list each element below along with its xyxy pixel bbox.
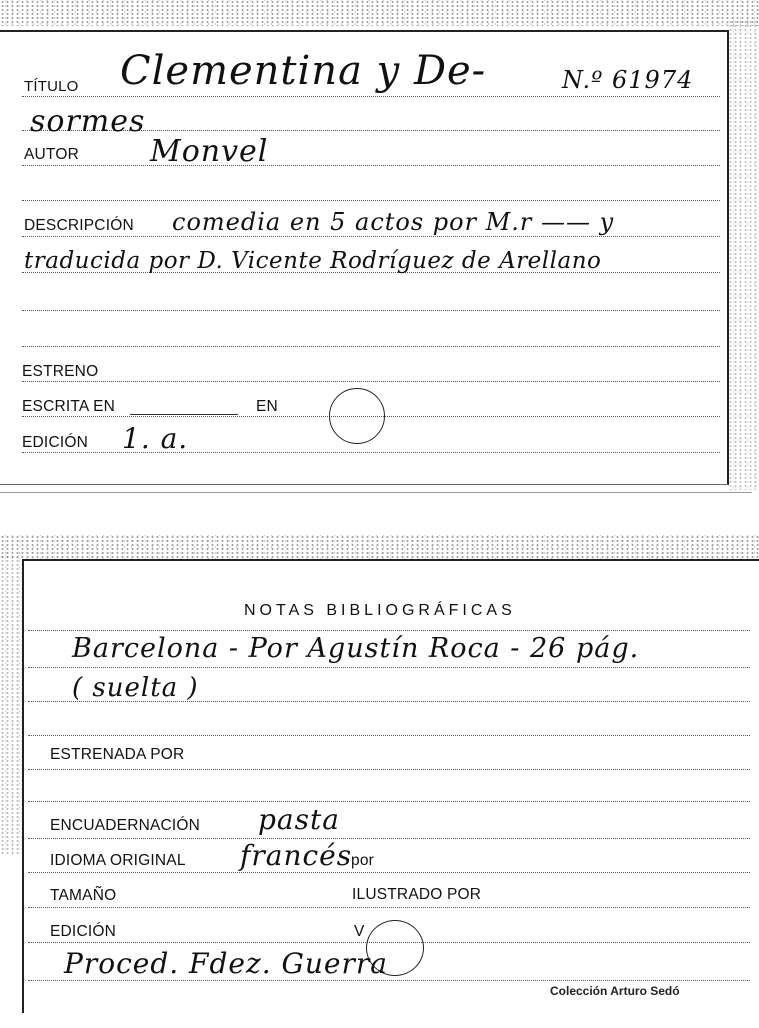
edicion-label: EDICIÓN (22, 434, 88, 451)
ruled-line (22, 381, 720, 382)
ruled-line (22, 310, 720, 311)
idioma-por-label: por (351, 852, 375, 869)
stamp-circle (329, 388, 385, 444)
idioma-original-label: IDIOMA ORIGINAL (50, 852, 186, 869)
edicion-handwritten: 1. a. (122, 422, 189, 455)
ruled-line (28, 735, 750, 736)
notes-line2: ( suelta ) (72, 673, 199, 703)
ruled-line (22, 96, 720, 97)
ruled-line (28, 667, 750, 668)
tamano-label: TAMAÑO (50, 887, 117, 904)
encuadernacion-handwritten: pasta (258, 803, 340, 836)
catalog-card-bottom (0, 535, 759, 1028)
fill-line (130, 414, 238, 415)
estreno-label: ESTRENO (22, 363, 99, 380)
ruled-line (28, 980, 750, 981)
autor-handwritten: Monvel (150, 134, 269, 169)
paper-edge-texture (0, 535, 759, 559)
paper-edge-texture (0, 555, 22, 855)
ruled-line (22, 346, 720, 347)
ruled-line (28, 630, 750, 631)
ilustrado-por-label: ILUSTRADO POR (352, 886, 482, 903)
autor-label: AUTOR (24, 146, 79, 163)
ruled-line (28, 907, 750, 908)
descripcion-line1: comedia en 5 actos por M.r —— y (172, 208, 615, 236)
ruled-line (28, 801, 750, 802)
collection-footer: Colección Arturo Sedó (550, 984, 680, 998)
titulo-handwritten: Clementina y De- (120, 48, 487, 94)
card-edge-shadow (0, 492, 752, 493)
registry-number: N.º 61974 (562, 66, 694, 94)
paper-edge-texture (0, 0, 759, 26)
escrita-en-label: ESCRITA EN (22, 398, 116, 415)
edicion-label: EDICIÓN (50, 923, 116, 940)
titulo-continuation: sormes (30, 104, 146, 139)
ruled-line (22, 236, 720, 237)
encuadernacion-label: ENCUADERNACIÓN (50, 817, 201, 834)
card-border-top (0, 30, 728, 32)
v-label: V (354, 923, 365, 940)
notas-heading: NOTAS BIBLIOGRÁFICAS (244, 602, 516, 619)
card-border-top (22, 559, 759, 561)
descripcion-line2: traducida por D. Vicente Rodríguez de Arellano (24, 248, 602, 274)
ruled-line (28, 769, 750, 770)
descripcion-label: DESCRIPCIÓN (24, 217, 134, 234)
ruled-line (22, 165, 720, 166)
card-border-right (727, 30, 729, 485)
en-label: EN (256, 398, 278, 415)
ruled-line (28, 872, 750, 873)
card-border-bottom (0, 484, 728, 485)
estrenada-por-label: ESTRENADA POR (50, 746, 185, 763)
procedencia-handwritten: Proced. Fdez. Guerra (64, 947, 388, 980)
idioma-handwritten: francés (240, 839, 353, 872)
notes-line1: Barcelona - Por Agustín Roca - 26 pág. (72, 633, 640, 664)
ruled-line (22, 200, 720, 201)
ruled-line (28, 838, 750, 839)
card-border-left (22, 559, 24, 1013)
titulo-label: TÍTULO (24, 78, 79, 95)
paper-edge-texture (728, 20, 759, 490)
catalog-card-top (0, 0, 759, 500)
